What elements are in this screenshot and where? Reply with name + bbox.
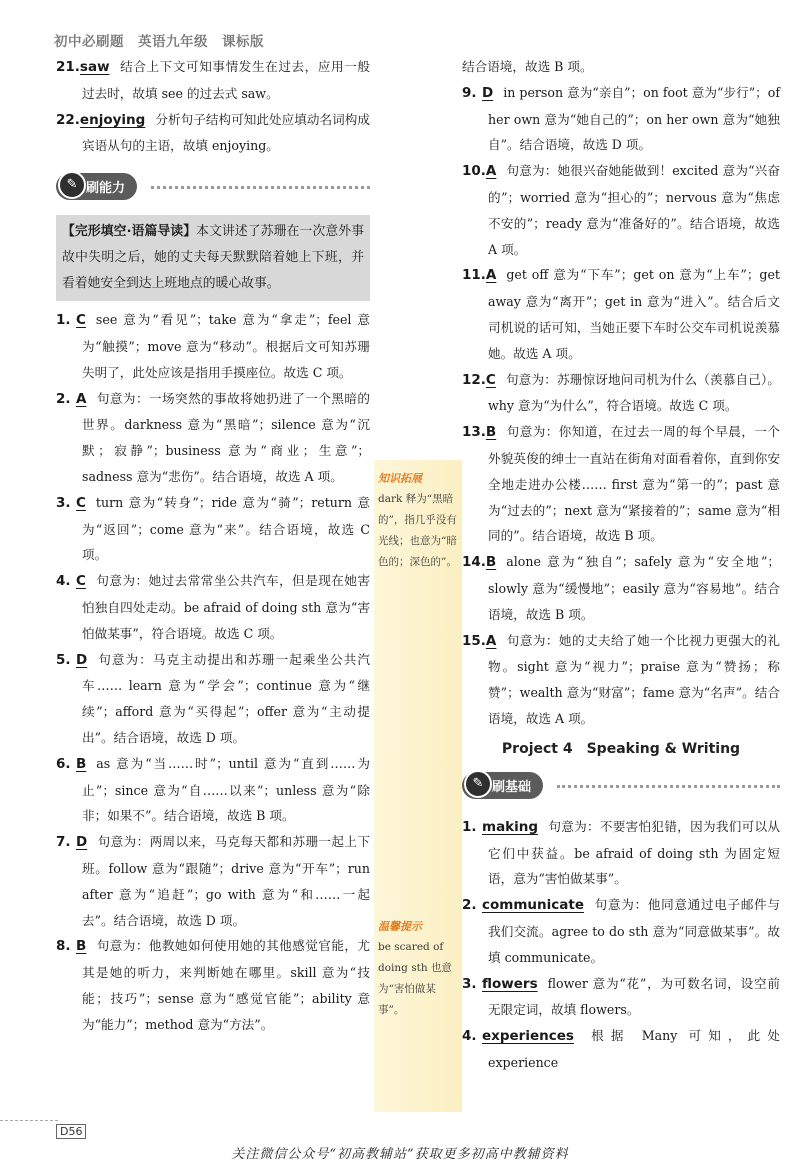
item-explanation: alone 意为“独自”；safely 意为“安全地”；slowly 意为“缓慢地”；easily 意为“容易地”。结合语境，故选 B 项。 [488, 554, 780, 622]
item-answer: C [485, 371, 496, 388]
answer-item [462, 628, 780, 732]
item-explanation: 句意为：他同意通过电子邮件与我们交流。agree to do sth 意为“同意做某事”。故填 communicate。 [488, 897, 780, 965]
note-text: be scared of doing sth 也意为“害怕做某事”。 [378, 941, 452, 1016]
answer-item [56, 386, 370, 490]
item-answer: A [485, 632, 497, 649]
item-number: 3. [56, 494, 71, 511]
answer-item [462, 814, 780, 892]
item-number: 5. [56, 651, 71, 668]
item-explanation: 句意为：马克主动提出和苏珊一起乘坐公共汽车…… learn 意为“学会”；continue 意为“继续”；afford 意为“买得起”；offer 意为“主动提出”。结合语境，故选 D 项。 [82, 651, 370, 745]
note-text: dark 释为“黑暗的”，指几乎没有光线；也意为“暗色的；深色的”。 [378, 493, 457, 568]
guide-text: 本文讲述了苏珊在一次意外事故中失明之后，她的丈夫每天默默陪着她上下班，并看着她安全到达上班地点的暖心故事。 [62, 224, 364, 292]
section-banner-basic [462, 770, 780, 804]
item-explanation: 句意为：一场突然的事故将她扔进了一个黑暗的世界。darkness 意为“黑暗”；silence 意为“沉默；寂静”；business 意为“商业；生意”；sadness 意为“悲伤”。结合语境，故选 A 项。 [82, 390, 370, 484]
item-explanation: get off 意为“下车”；get on 意为“上车”；get away 意为“离开”；get in 意为“进入”。结合后文司机说的话可知，当她正要下车时公交车司机说羡慕她。故选 A 项。 [488, 267, 780, 361]
guide-tag: 【完形填空·语篇导读】 [62, 224, 197, 240]
section-label: 刷基础 [462, 772, 543, 799]
project-title: Project 4 Speaking & Writing [501, 740, 741, 757]
right-column [462, 54, 780, 1076]
item-number: 14. [462, 554, 486, 571]
item-explanation: 结合上下文可知事情发生在过去，应用一般过去时，故填 see 的过去式 saw。 [82, 59, 370, 101]
item-answer: D [76, 651, 88, 668]
item-answer: C [76, 312, 86, 329]
item-answer: communicate [482, 897, 584, 914]
item-number: 9. [462, 84, 477, 101]
left-column [56, 54, 370, 1038]
dotted-divider [151, 186, 370, 189]
answer-item [56, 307, 370, 385]
answer-item [56, 829, 370, 933]
item-number: 10. [462, 163, 486, 180]
item-answer: enjoying [79, 111, 146, 128]
answer-item [56, 54, 370, 107]
item-explanation: 句意为：苏珊惊讶地问司机为什么（羡慕自己）。why 意为“为什么”，符合语境。故选 C 项。 [488, 371, 780, 414]
item-answer: B [76, 938, 87, 955]
item-number: 6. [56, 755, 71, 772]
pen-icon: ✎ [464, 770, 492, 798]
item-explanation: 句意为：你知道，在过去一周的每个早晨，一个外貌英俊的绅士一直站在街角对面看着你，直到你安全地走进办公楼…… first 意为“第一的”；past 意为“过去的”；next 意为“紧接着的”；same 意为“相同的”。结合语境，故选 B 项。 [488, 424, 780, 544]
page-header: 初中必刷题 英语九年级 课标版 [54, 34, 264, 50]
item-answer: saw [79, 59, 110, 75]
item-answer: B [485, 554, 497, 571]
item-answer: flowers [482, 975, 538, 992]
item-answer: D [76, 834, 88, 851]
reading-guide [56, 215, 370, 301]
item-explanation: 句意为：两周以来，马克每天都和苏珊一起上下班。follow 意为“跟随”；drive 意为“开车”；run after 意为“追赶”；go with 意为“和……一起去”。结合语境，故选 D 项。 [82, 834, 370, 928]
item-number: 8. [56, 938, 71, 955]
item-explanation: 句意为：她很兴奋她能做到！excited 意为“兴奋的”；worried 意为“担心的”；nervous 意为“焦虑不安的”；ready 意为“准备好的”。结合语境，故选 A 项。 [488, 163, 780, 257]
answer-item [56, 568, 370, 646]
item-explanation: 分析句子结构可知此处应填动名词构成宾语从句的主语，故填 enjoying。 [82, 111, 370, 154]
answer-item [462, 262, 780, 366]
item-answer: making [482, 818, 539, 835]
item-number: 3. [462, 975, 477, 992]
item-explanation: in person 意为“亲自”；on foot 意为“步行”；of her own 意为“她自己的”；on her own 意为“她独自”。结合语境，故选 D 项。 [488, 84, 780, 153]
item-explanation: 句意为：她的丈夫给了她一个比视力更强大的礼物。sight 意为“视力”；praise 意为“赞扬；称赞”；wealth 意为“财富”；fame 意为“名声”。结合语境，故选 A 项。 [488, 632, 780, 726]
item-answer: B [485, 424, 497, 441]
item-number: 22. [56, 111, 80, 128]
answer-item [462, 419, 780, 549]
note-title: 知识拓展 [378, 472, 422, 485]
answer-item [462, 971, 780, 1024]
margin-note-knowledge [378, 468, 460, 573]
item-number: 15. [462, 632, 486, 649]
item-number: 2. [56, 390, 71, 407]
answer-item [56, 647, 370, 751]
answer-item [56, 107, 370, 160]
answer-item [462, 1023, 780, 1076]
item-number: 13. [462, 424, 486, 441]
item-answer: A [485, 163, 497, 180]
item-answer: A [485, 267, 497, 284]
item-number: 4. [462, 1028, 477, 1045]
item-explanation: 句意为：她过去常常坐公共汽车，但是现在她害怕独自四处走动。be afraid of doing sth 意为“害怕做某事”，符合语境。故选 C 项。 [82, 573, 370, 641]
item-number: 12. [462, 371, 486, 388]
item-explanation: 句意为：不要害怕犯错，因为我们可以从它们中获益。be afraid of doing sth 为固定短语，意为“害怕做某事”。 [488, 818, 780, 887]
section-banner-ability [56, 171, 370, 205]
item-number: 1. [462, 818, 477, 835]
item-answer: C [76, 573, 86, 590]
answer-item [462, 80, 780, 158]
item-explanation: flower 意为“花”，为可数名词，设空前无限定词，故填 flowers。 [488, 975, 780, 1018]
item-explanation: as 意为“当……时”；until 意为“直到……为止”；since 意为“自……以来”；unless 意为“除非；如果不”。结合语境，故选 B 项。 [82, 755, 370, 824]
footer-divider [0, 1120, 58, 1121]
footer-notice: 关注微信公众号“初高教辅站”获取更多初高中教辅资料 [231, 1147, 569, 1162]
item-explanation: turn 意为“转身”；ride 意为“骑”；return 意为“返回”；come 意为“来”。结合语境，故选 C 项。 [82, 494, 370, 563]
item-explanation: 句意为：他教她如何使用她的其他感觉官能，尤其是她的听力，来判断她在哪里。skill 意为“技能；技巧”；sense 意为“感觉官能”；ability 意为“能力”；method 意为“方法”。 [82, 938, 370, 1032]
item-answer: C [76, 494, 86, 511]
item-number: 7. [56, 834, 71, 851]
item-number: 1. [56, 312, 71, 329]
answer-item [56, 490, 370, 568]
item-answer: experiences [482, 1028, 574, 1045]
answer-item [56, 751, 370, 829]
item-explanation: see 意为“看见”；take 意为“拿走”；feel 意为“触摸”；move 意为“移动”。根据后文可知苏珊失明了，此处应该是指用手摸座位。故选 C 项。 [82, 312, 370, 380]
item-number: 4. [56, 573, 71, 590]
answer-item [462, 367, 780, 420]
section-label: 刷能力 [56, 173, 137, 200]
note-title: 温馨提示 [378, 920, 422, 933]
answer-item [462, 158, 780, 262]
item-explanation: 根据 Many 可知，此处 experience [488, 1028, 780, 1070]
item-number: 21. [56, 59, 80, 75]
page-number: D56 [56, 1124, 86, 1139]
pen-icon: ✎ [58, 171, 86, 199]
margin-note-tip [378, 916, 460, 1021]
answer-item [56, 933, 370, 1037]
item-answer: D [482, 84, 494, 101]
answer-item [462, 549, 780, 627]
answer-item [462, 892, 780, 970]
dotted-divider [557, 785, 780, 788]
item-answer: B [76, 755, 87, 772]
item-number: 11. [462, 267, 486, 284]
item-answer: A [76, 390, 87, 407]
continued-text: 结合语境，故选 B 项。 [462, 59, 593, 74]
item-number: 2. [462, 897, 477, 914]
